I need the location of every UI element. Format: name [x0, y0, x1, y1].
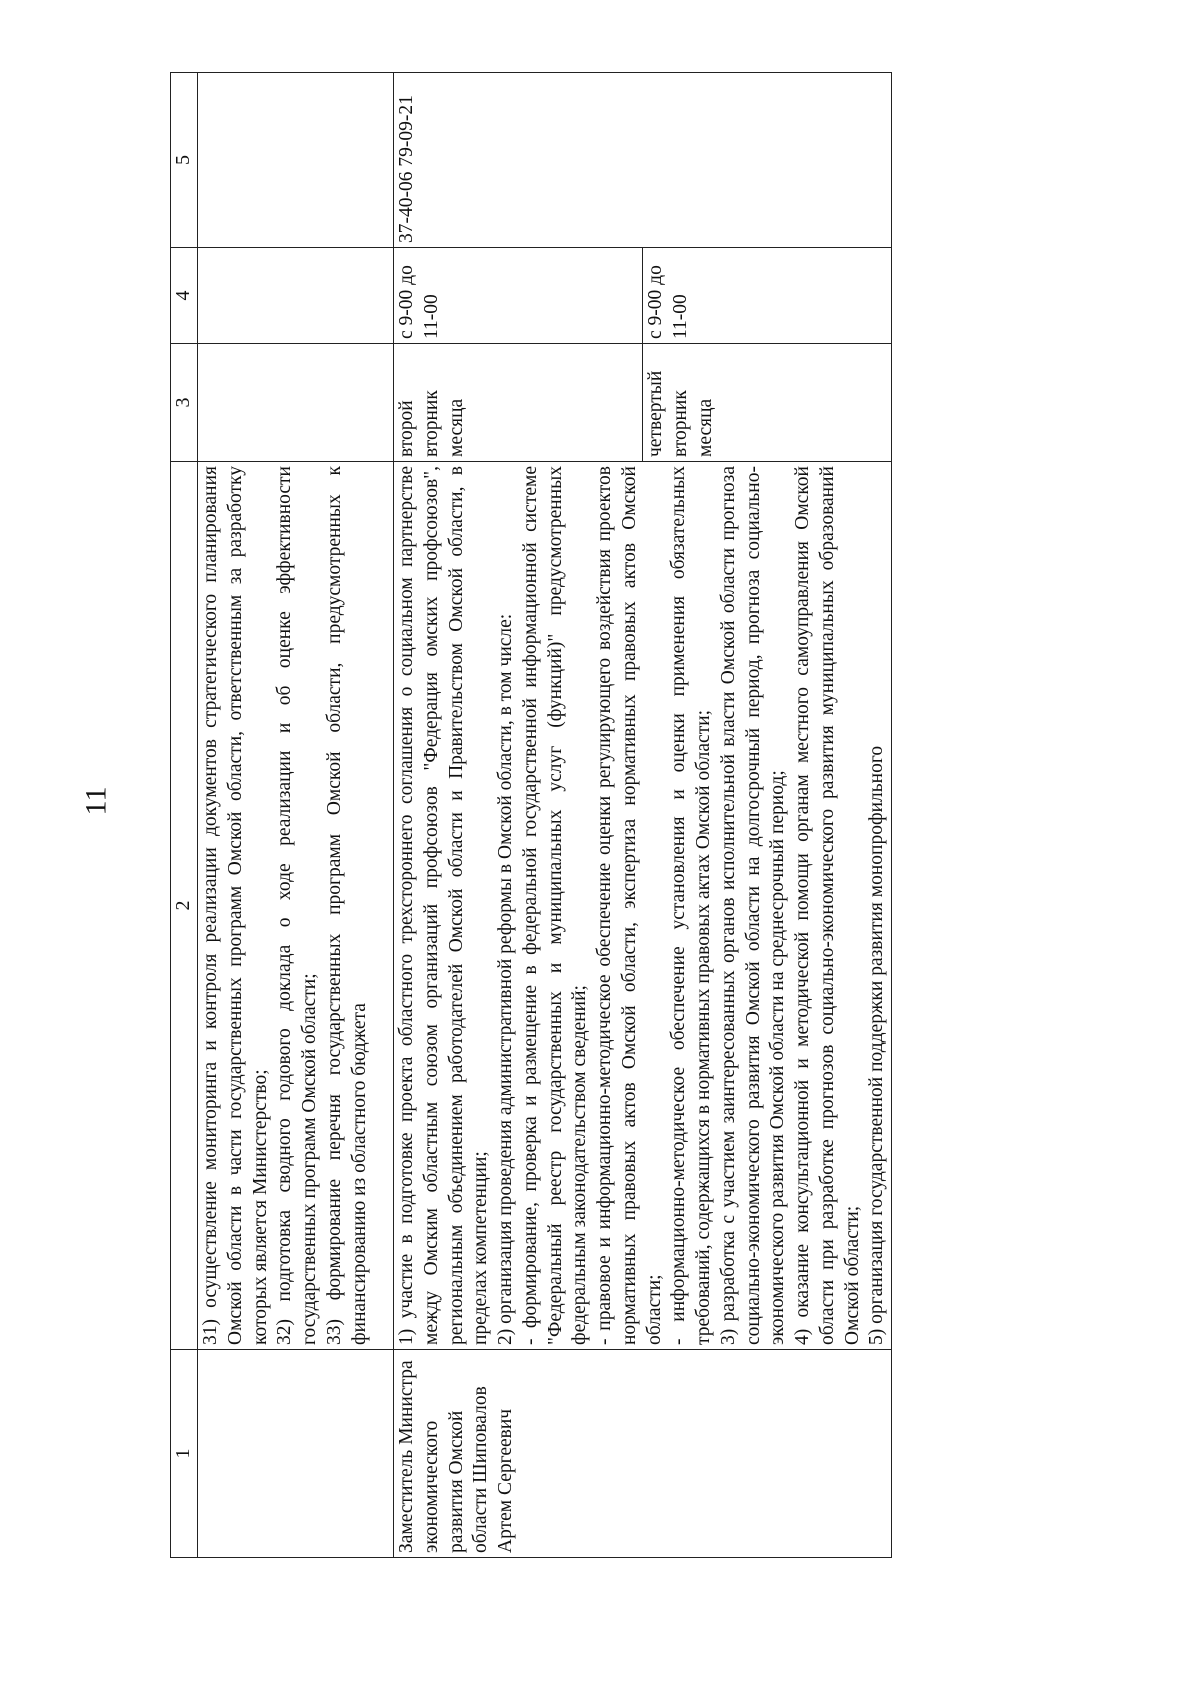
duty-item: 2) организация проведения административной реформы в Омской области, в том числе: [495, 613, 516, 1345]
column-header: 2 [171, 462, 198, 1350]
column-header: 5 [171, 73, 198, 248]
official-row [394, 73, 892, 1558]
duty-item: 3) разработка с участием заинтересованных органов исполнительной власти Омской области прогноза социально-экономического развития Омской области на долгосрочный период, прогноза социально-экономического развития Омской области на среднесрочный период; [717, 466, 789, 1345]
duty-item: - правовое и информационно-методическое обеспечение оценки регулирующего воздействия проектов нормативных правовых актов Омской области, экспертиза нормативных правовых актов Омской области; [594, 466, 665, 1345]
rotated-table-wrapper [170, 73, 1126, 1558]
column-header: 3 [171, 344, 198, 462]
page-number: 11 [79, 786, 113, 816]
duty-item: - информационно-методическое обеспечение установления и оценки применения обязательных требований, содержащихся в нормативных правовых актах Омской области; [668, 466, 714, 1345]
reception-time: с 9-00 до 11-00 [396, 265, 442, 339]
duties-cell [394, 462, 892, 1350]
phone-cell: 37-40-06 79-09-21 [394, 73, 892, 248]
phone-cell-empty [198, 73, 394, 248]
reception-day: четвертый вторник месяца [642, 344, 891, 461]
time-cell [394, 248, 892, 344]
duties-cell [198, 462, 394, 1350]
duty-item: 4) оказание консультационной и методической помощи органам местного самоуправления Омской области при разработке прогнозов социально-экономического развития муниципальных образований Омской области; [792, 466, 863, 1345]
header-row [171, 73, 198, 1558]
official-cell-empty [198, 1350, 394, 1558]
day-cell [394, 344, 892, 462]
column-header: 4 [171, 248, 198, 344]
continuation-row [198, 73, 394, 1558]
reception-time: с 9-00 до 11-00 [642, 248, 891, 343]
duty-item: 31) осуществление мониторинга и контроля реализации документов стратегического планирования Омской области в части государственных программ Омской области, ответственным за разработку которых является Министерство; [200, 466, 271, 1345]
duty-item: 5) организация государственной поддержки развития монопрофильного [866, 745, 888, 1345]
duty-item: 33) формирование перечня государственных программ Омской области, предусмотренных к финансированию из областного бюджета [323, 466, 370, 1345]
duty-item: - формирование, проверка и размещение в федеральной государственной информационной системе "Федеральный реестр государственных и муниципальных услуг (функций)" предусмотренных федеральным законодательством сведений; [519, 466, 591, 1345]
reception-day: второй вторник месяца [396, 390, 467, 457]
official-cell: Заместитель Министра экономического развития Омской области Шиповалов Артем Сергеевич [394, 1350, 892, 1558]
schedule-table [170, 72, 892, 1558]
time-cell-empty [198, 248, 394, 344]
day-cell-empty [198, 344, 394, 462]
duty-item: 32) подготовка сводного годового доклада о ходе реализации и об оценке эффективности государственных программ Омской области; [274, 466, 320, 1345]
duty-item: 1) участие в подготовке проекта областного трехстороннего соглашения о социальном партнерстве между Омским областным союзом организаций профсоюзов "Федерация омских профсоюзов", региональным объединением работодателей Омской области и Правительством Омской области, в пределах компетенции; [396, 466, 492, 1345]
column-header: 1 [171, 1350, 198, 1558]
